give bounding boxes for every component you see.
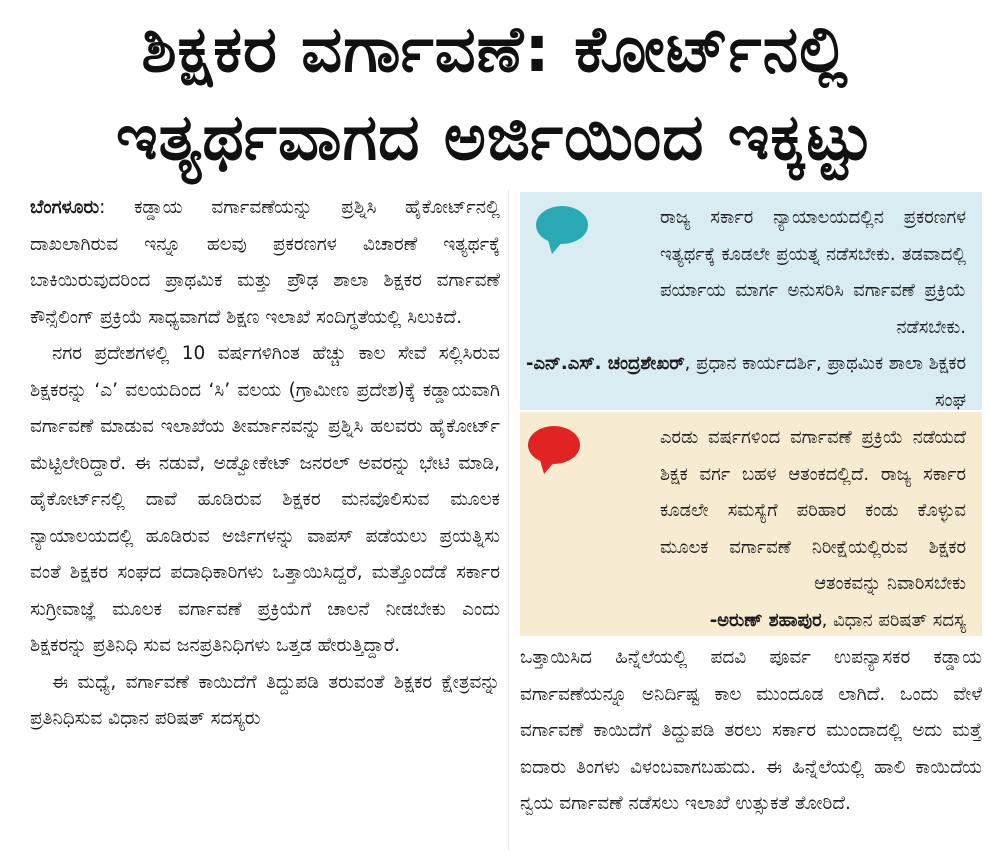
headline-line-1: ಶಿಕ್ಷಕರ ವರ್ಗಾವಣೆ: ಕೋರ್ಟ್‌ನಲ್ಲಿ xyxy=(141,13,849,87)
quote-2-body: ಎರಡು ವರ್ಷಗಳಿಂದ ವರ್ಗಾವಣೆ ಪ್ರಕ್ರಿಯೆ ನಡೆಯದೆ ಶಿಕ್ಷಕ ವರ್ಗ ಬಹಳ ಆತಂಕದಲ್ಲಿದೆ. ರಾಜ್ಯ ಸರ್ಕಾರ ಕೂಡಲೇ ಸಮಸ್ಯೆಗೆ ಪರಿಹಾರ ಕಂಡು ಕೊಳ್ಳುವ ಮೂಲಕ ವರ್ಗಾವಣೆ ನಿರೀಕ್ಷೆಯಲ್ಲಿರುವ ಶಿಕ್ಷಕರ ಆತಂಕವನ್ನು ನಿವಾರಿಸಬೇಕು xyxy=(660,427,966,594)
quote-2-attribution xyxy=(520,603,966,640)
paragraph-1-text: : ಕಡ್ಡಾಯ ವರ್ಗಾವಣೆಯನ್ನು ಪ್ರಶ್ನಿಸಿ ಹೈಕೋರ್ಟ್‌ನಲ್ಲಿ ದಾಖಲಾಗಿರುವ ಇನ್ನೂ ಹಲವು ಪ್ರಕರಣಗಳ ವಿಚಾರಣೆ ಇತ್ಯರ್ಥಕ್ಕೆ ಬಾಕಿಯಿರುವುದರಿಂದ ಪ್ರಾಥಮಿಕ ಮತ್ತು ಪ್ರೌಢ ಶಾಲಾ ಶಿಕ್ಷಕರ ವರ್ಗಾವಣೆ ಕೌನ್ಸೆಲಿಂಗ್ ಪ್ರಕ್ರಿಯೆ ಸಾಧ್ಯವಾಗದೆ ಶಿಕ್ಷಣ ಇಲಾಖೆ ಸಂದಿಗ್ಧತೆಯಲ್ಲಿ ಸಿಲುಕಿದೆ. xyxy=(30,197,500,328)
headline-line-2: ಇತ್ಯರ್ಥವಾಗದ ಅರ್ಜಿಯಿಂದ ಇಕ್ಕಟ್ಟು xyxy=(115,101,875,175)
quote-1-attribution xyxy=(520,346,966,419)
speech-bubble-icon xyxy=(536,206,588,244)
article-right-column xyxy=(520,640,982,823)
quote-1-role: , ಪ್ರಧಾನ ಕಾರ್ಯದರ್ಶಿ, ಪ್ರಾಥಮಿಕ ಶಾಲಾ ಶಿಕ್ಷಕರ ಸಂಘ xyxy=(684,353,966,411)
quote-2-role: , ವಿಧಾನ ಪರಿಷತ್ ಸದಸ್ಯ xyxy=(821,609,966,631)
column-divider xyxy=(508,190,509,850)
article-paragraph-2: ನಗರ ಪ್ರದೇಶಗಳಲ್ಲಿ 10 ವರ್ಷಗಳಿಗಿಂತ ಹೆಚ್ಚು ಕಾಲ ಸೇವೆ ಸಲ್ಲಿಸಿರುವ ಶಿಕ್ಷಕರನ್ನು ‘ಎ’ ವಲಯದಿಂದ ‘ಸಿ’ ವಲಯ (ಗ್ರಾಮೀಣ ಪ್ರದೇಶ)ಕ್ಕೆ ಕಡ್ಡಾಯವಾಗಿ ವರ್ಗಾವಣೆ ಮಾಡುವ ಇಲಾಖೆಯ ತೀರ್ಮಾನವನ್ನು ಪ್ರಶ್ನಿಸಿ ಹಲವರು ಹೈಕೋರ್ಟ್ ಮೆಟ್ಟಿಲೇರಿದ್ದಾರೆ. ಈ ನಡುವೆ, ಅಡ್ವೋಕೇಟ್ ಜನರಲ್ ಅವರನ್ನು ಭೇಟಿ ಮಾಡಿ, ಹೈಕೋರ್ಟ್‌ನಲ್ಲಿ ದಾವೆ ಹೂಡಿರುವ ಶಿಕ್ಷಕರ ಮನವೊಲಿಸುವ ಮೂಲಕ ನ್ಯಾಯಾಲಯದಲ್ಲಿ ಹೂಡಿರುವ ಅರ್ಜಿಗಳನ್ನು ವಾಪಸ್ ಪಡೆಯಲು ಪ್ರಯತ್ನಿಸು ವಂತೆ ಶಿಕ್ಷಕರ ಸಂಘದ ಪದಾಧಿಕಾರಿಗಳು ಒತ್ತಾಯಿಸಿದ್ದರೆ, ಮತ್ತೊಂದೆಡೆ ಸರ್ಕಾರ ಸುಗ್ರೀವಾಜ್ಞೆ ಮೂಲಕ ವರ್ಗಾವಣೆ ಪ್ರಕ್ರಿಯೆಗೆ ಚಾಲನೆ ನೀಡಬೇಕು ಎಂದು ಶಿಕ್ಷಕರನ್ನು ಪ್ರತಿನಿಧಿ ಸುವ ಜನಪ್ರತಿನಿಧಿಗಳು ಒತ್ತಡ ಹೇರುತ್ತಿದ್ದಾರೆ. xyxy=(30,343,500,656)
article-continued-paragraph: ಒತ್ತಾಯಿಸಿದ ಹಿನ್ನೆಲೆಯಲ್ಲಿ ಪದವಿ ಪೂರ್ವ ಉಪನ್ಯಾಸಕರ ಕಡ್ಡಾಯ ವರ್ಗಾವಣೆಯನ್ನೂ ಅನಿರ್ದಿಷ್ಟ ಕಾಲ ಮುಂದೂಡ ಲಾಗಿದೆ. ಒಂದು ವೇಳೆ ವರ್ಗಾವಣೆ ಕಾಯಿದೆಗೆ ತಿದ್ದುಪಡಿ ತರಲು ಸರ್ಕಾರ ಮುಂದಾದಲ್ಲಿ ಅದು ಮತ್ತೆ ಐದಾರು ತಿಂಗಳು ವಿಳಂಬವಾಗಬಹುದು. ಈ ಹಿನ್ನೆಲೆಯಲ್ಲಿ ಹಾಲಿ ಕಾಯಿದೆಯ ನ್ವಯ ವರ್ಗಾವಣೆ ನಡೆಸಲು ಇಲಾಖೆ ಉತ್ಸುಕತೆ ತೋರಿದೆ. xyxy=(520,647,982,814)
quote-1-text xyxy=(660,200,966,346)
headline xyxy=(0,6,990,182)
quote-box-2 xyxy=(520,412,982,636)
quote-1-body: ರಾಜ್ಯ ಸರ್ಕಾರ ನ್ಯಾಯಾಲಯದಲ್ಲಿನ ಪ್ರಕರಣಗಳ ಇತ್ಯರ್ಥಕ್ಕೆ ಕೂಡಲೇ ಪ್ರಯತ್ನ ನಡೆಸಬೇಕು. ತಡವಾದಲ್ಲಿ ಪರ್ಯಾಯ ಮಾರ್ಗ ಅನುಸರಿಸಿ ವರ್ಗಾವಣೆ ಪ್ರಕ್ರಿಯೆ ನಡೆಸಬೇಕು. xyxy=(660,207,966,338)
quote-1-author: -ಎನ್.ಎಸ್. ಚಂದ್ರಶೇಖರ್ xyxy=(525,353,685,374)
speech-bubble-icon xyxy=(528,426,580,464)
article-paragraph-3: ಈ ಮಧ್ಯೆ, ವರ್ಗಾವಣೆ ಕಾಯಿದೆಗೆ ತಿದ್ದುಪಡಿ ತರುವಂತೆ ಶಿಕ್ಷಕರ ಕ್ಷೇತ್ರವನ್ನು ಪ್ರತಿನಿಧಿಸುವ ವಿಧಾನ ಪರಿಷತ್ ಸದಸ್ಯರು xyxy=(30,671,500,729)
quote-2-text xyxy=(660,420,966,603)
quote-box-1 xyxy=(520,192,982,410)
article-paragraph-1 xyxy=(30,190,500,336)
article-left-column xyxy=(30,190,500,738)
quote-2-author: -ಅರುಣ್ ಶಹಾಪುರ xyxy=(709,609,822,631)
dateline: ಬೆಂಗಳೂರು xyxy=(30,197,100,218)
